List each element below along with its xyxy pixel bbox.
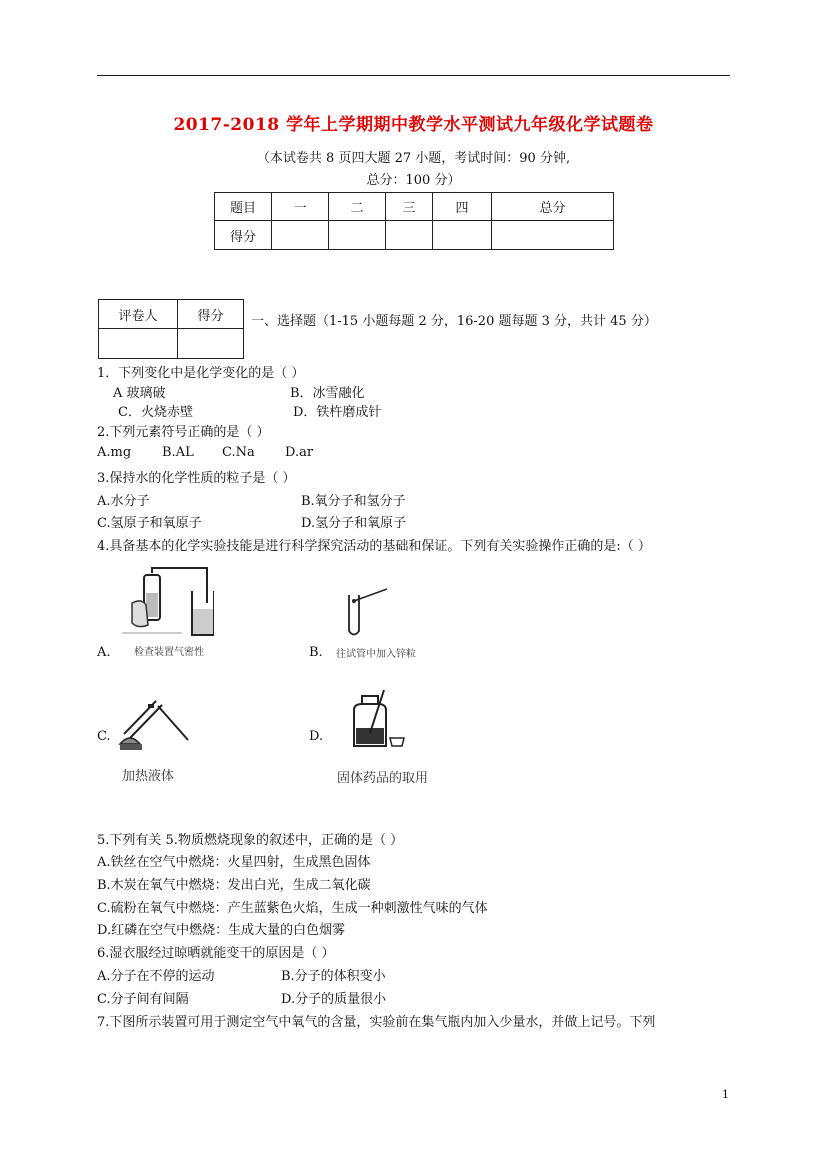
score-cell[interactable] — [492, 221, 614, 250]
score-header-cell: 四 — [433, 193, 492, 221]
q6-option-a: A.分子在不停的运动 — [97, 969, 215, 984]
q3-option-c: C.氢原子和氧原子 — [97, 516, 202, 531]
score-cell[interactable] — [272, 221, 329, 250]
page-number: 1 — [722, 1088, 729, 1101]
q7-stem: 7.下图所示装置可用于测定空气中氧气的含量，实验前在集气瓶内加入少量水，并做上记号。下列 — [97, 1015, 656, 1030]
q4-caption-c: 加热液体 — [122, 769, 175, 784]
q1-option-a: A 玻璃破 — [113, 386, 166, 401]
q6-option-c: C.分子间有间隔 — [97, 992, 189, 1007]
header-rule — [97, 75, 730, 76]
q5-option-d: D.红磷在空气中燃烧：生成大量的白色烟雾 — [97, 923, 346, 938]
grader-header-cell: 评卷人 — [99, 300, 178, 329]
score-table — [214, 192, 614, 250]
q2-option-a: A.mg — [97, 445, 132, 460]
q6-option-b: B.分子的体积变小 — [281, 969, 386, 984]
score-header-cell: 题目 — [215, 193, 272, 221]
exam-title: 2017-2018 学年上学期期中教学水平测试九年级化学试题卷 — [173, 115, 654, 135]
q1-option-b: B．冰雪融化 — [290, 386, 365, 401]
q3-stem: 3.保持水的化学性质的粒子是（ ） — [97, 471, 296, 486]
q4-option-b: B. — [309, 645, 323, 660]
q5-stem: 5.下列有关 5.物质燃烧现象的叙述中，正确的是（ ） — [97, 833, 404, 848]
q2-option-d: D.ar — [285, 445, 314, 460]
q4-caption-b: 往试管中加入锌粒 — [336, 649, 416, 660]
q5-option-c: C.硫粉在氧气中燃烧：产生蓝紫色火焰，生成一种刺激性气味的气体 — [97, 901, 488, 916]
q1-stem: 1．下列变化中是化学变化的是（ ） — [97, 366, 305, 381]
q3-option-b: B.氧分子和氢分子 — [301, 494, 406, 509]
q6-stem: 6.湿衣服经过晾晒就能变干的原因是（ ） — [97, 946, 335, 961]
grader-table — [98, 299, 244, 359]
exam-note-line1: （本试卷共 8 页四大题 27 小题，考试时间：90 分钟, — [256, 151, 571, 166]
q2-option-b: B.AL — [162, 445, 194, 460]
q5-option-a: A.铁丝在空气中燃烧：火星四射，生成黑色固体 — [97, 855, 371, 870]
section-title: 一、选择题（1-15 小题每题 2 分，16-20 题每题 3 分，共计 45 分） — [251, 314, 657, 329]
q1-option-c: C．火烧赤壁 — [118, 405, 193, 420]
score-header-cell: 三 — [386, 193, 433, 221]
grader-header-cell: 得分 — [178, 300, 244, 329]
test-tube-image — [337, 587, 397, 639]
score-row-label: 得分 — [215, 221, 272, 250]
q2-stem: 2.下列元素符号正确的是（ ） — [97, 425, 270, 440]
grader-cell[interactable] — [178, 329, 244, 359]
score-header-cell: 一 — [272, 193, 329, 221]
score-header-cell: 二 — [329, 193, 386, 221]
q4-stem: 4.具备基本的化学实验技能是进行科学探究活动的基础和保证。下列有关实验操作正确的是:（ ） — [97, 539, 651, 554]
exam-note-line2: 总分：100 分） — [366, 173, 461, 188]
score-cell[interactable] — [386, 221, 433, 250]
q4-option-c: C. — [97, 729, 111, 744]
q6-option-d: D.分子的质量很小 — [281, 992, 387, 1007]
q4-option-d: D. — [309, 729, 324, 744]
score-cell[interactable] — [329, 221, 386, 250]
q1-option-d: D．铁杵磨成针 — [293, 405, 382, 420]
q3-option-d: D.氢分子和氧原子 — [301, 516, 407, 531]
grader-cell[interactable] — [99, 329, 178, 359]
q2-option-c: C.Na — [222, 445, 255, 460]
solid-reagent-jar-image — [348, 688, 406, 750]
q4-option-a: A. — [97, 645, 111, 660]
heating-liquid-image — [116, 696, 192, 754]
q4-caption-d: 固体药品的取用 — [337, 771, 429, 786]
q4-caption-a: 检查装置气密性 — [134, 647, 204, 658]
q5-option-b: B.木炭在氧气中燃烧：发出白光，生成二氧化碳 — [97, 878, 371, 893]
airtightness-check-image — [122, 563, 214, 641]
score-header-cell: 总分 — [492, 193, 614, 221]
q3-option-a: A.水分子 — [97, 494, 150, 509]
score-cell[interactable] — [433, 221, 492, 250]
